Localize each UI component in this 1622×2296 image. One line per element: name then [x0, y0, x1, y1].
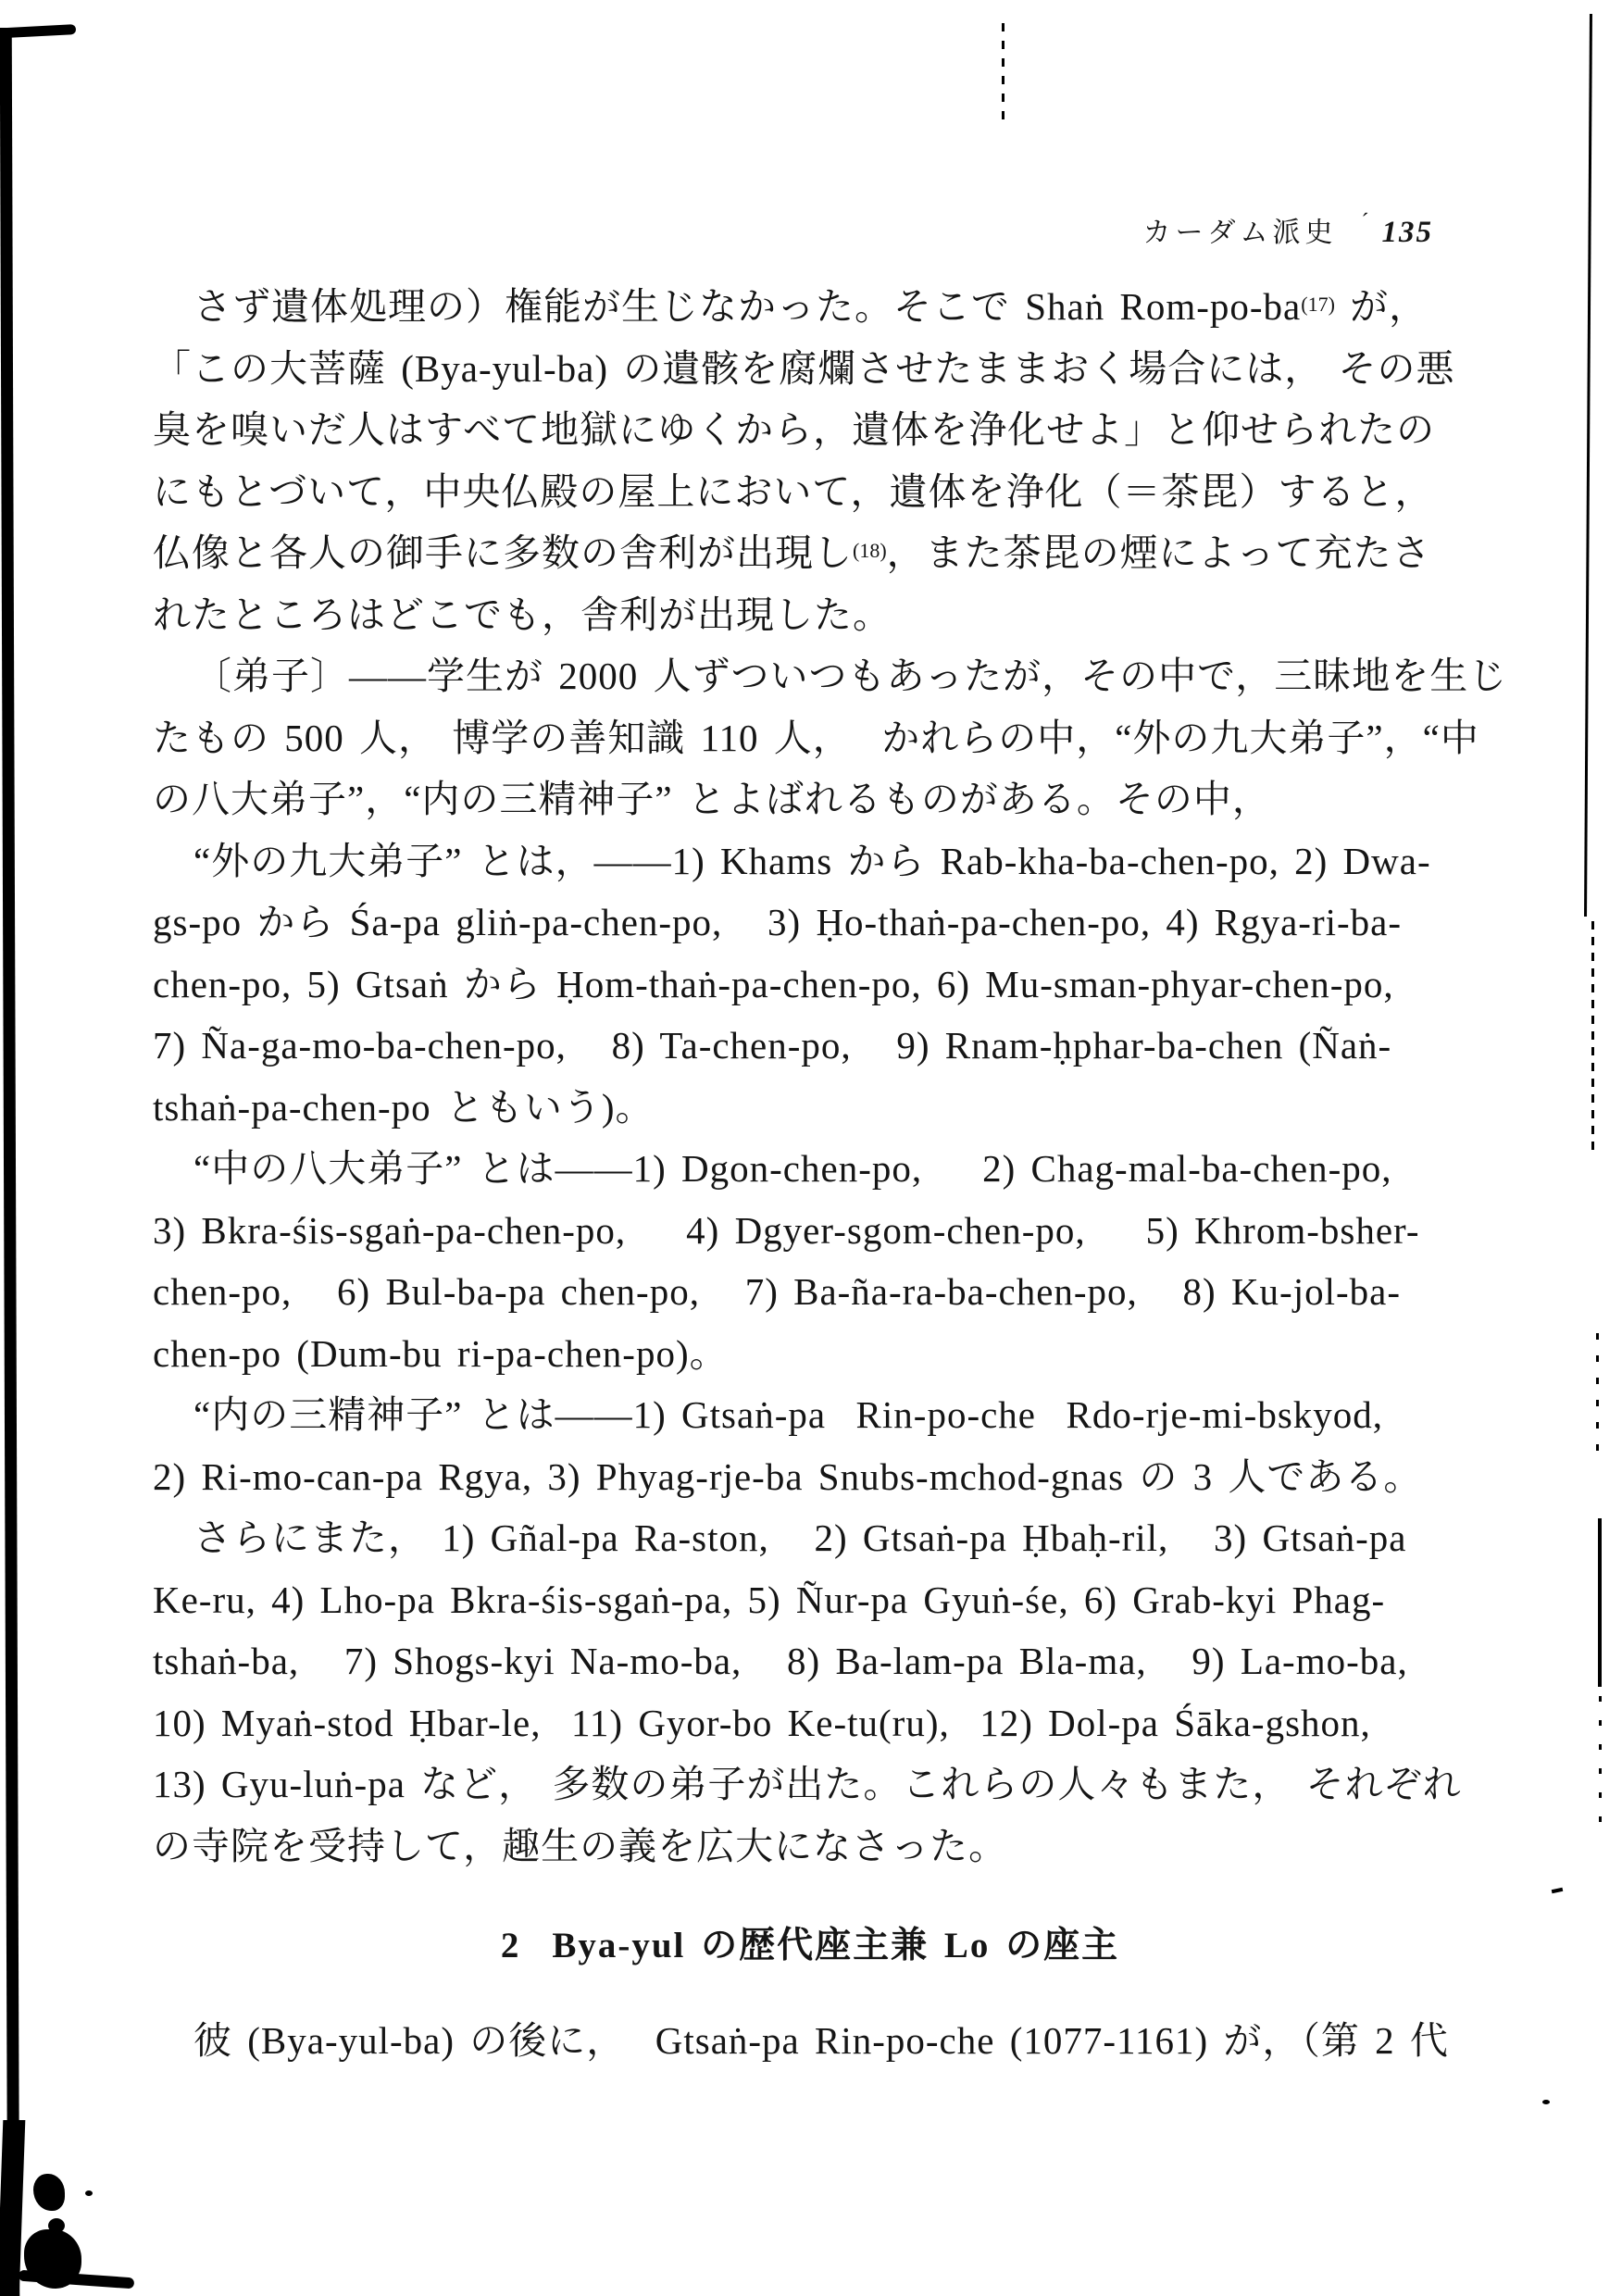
text-line: gs-po から Śa-pa gliṅ-pa-chen-po, 3) Ḥo-thaṅ-pa-chen-po, 4) Rgya-ri-ba-	[153, 901, 1403, 943]
scan-noise-blob	[33, 2174, 65, 2211]
line-segment: 仏像と各人の御手に多数の舎利が出現し	[153, 531, 853, 574]
line-segment: が，	[1334, 285, 1429, 328]
text-line: Ke-ru, 4) Lho-pa Bkra-śis-sgaṅ-pa, 5) Ñur-pa Gyuṅ-śe, 6) Grab-kyi Phag-	[153, 1578, 1386, 1621]
line-segment: ，また茶毘の煙によって充たさ	[886, 531, 1431, 574]
binding-hook-artifact	[7, 24, 76, 38]
scan-noise-speck	[1542, 2100, 1550, 2104]
text-line: 7) Ña-ga-mo-ba-chen-po, 8) Ta-chen-po, 9) Rnam-ḥphar-ba-chen (Ñaṅ-	[153, 1024, 1392, 1067]
text-line: 10) Myaṅ-stod Ḥbar-le, 11) Gyor-bo Ke-tu(ru), 12) Dol-pa Śāka-gshon,	[153, 1701, 1371, 1744]
text-line: chen-po, 6) Bul-ba-pa chen-po, 7) Ba-ña-ra-ba-chen-po, 8) Ku-jol-ba-	[153, 1270, 1401, 1313]
text-line	[153, 276, 1467, 338]
text-line: 〔弟子〕——学生が 2000 人ずついつもあったが，その中で，三昧地を生じ	[193, 655, 1508, 697]
text-line: の寺院を受持して，趣生の義を広大になさった。	[153, 1824, 1008, 1867]
text-line: chen-po, 5) Gtsaṅ から Ḥom-thaṅ-pa-chen-po, 6) Mu-sman-phyar-chen-po,	[153, 962, 1394, 1005]
page-edge-dash-artifact	[1002, 23, 1004, 125]
text-line	[153, 522, 1467, 584]
page-edge-dash-artifact	[1596, 1333, 1599, 1458]
text-line: tshaṅ-pa-chen-po ともいう)。	[153, 1085, 655, 1129]
text-line: tshaṅ-ba, 7) Shogs-kyi Na-mo-ba, 8) Ba-lam-pa Bla-ma, 9) La-mo-ba,	[153, 1640, 1408, 1682]
text-line: の八大弟子”，“内の三精神子” とよばれるものがある。その中，	[153, 778, 1271, 820]
text-line: “中の八大弟子” とは——1) Dgon-chen-po, 2) Chag-mal-ba-chen-po,	[193, 1147, 1392, 1190]
scan-noise-speck	[85, 2190, 93, 2196]
running-title: カーダム派史	[1142, 218, 1338, 248]
text-line: 彼 (Bya-yul-ba) の後に， Gtsaṅ-pa Rin-po-che (1077-1161) が，（第 2 代	[193, 2019, 1449, 2062]
text-line: 3) Bkra-śis-sgaṅ-pa-chen-po, 4) Dgyer-sgom-chen-po, 5) Khrom-bsher-	[153, 1208, 1420, 1252]
text-line: “内の三精神子” とは——1) Gtsaṅ-pa Rin-po-che Rdo-rje-mi-bskyod,	[193, 1393, 1384, 1436]
page-edge-line-artifact	[1598, 1518, 1602, 1687]
footnote-ref-17: (17)	[1301, 293, 1335, 316]
page-number: 135	[1381, 216, 1433, 249]
text-line: たもの 500 人， 博学の善知識 110 人， かれらの中，“外の九大弟子”，“中	[153, 716, 1479, 759]
section-title: Bya-yul の歴代座主兼 Lo の座主	[552, 1926, 1120, 1965]
section-heading	[153, 1915, 1467, 1977]
text-line: “外の九大弟子” とは，——1) Khams から Rab-kha-ba-chen-po, 2) Dwa-	[193, 839, 1431, 882]
page-edge-dash-artifact	[1591, 921, 1594, 1157]
binding-bar-artifact	[0, 28, 19, 2296]
text-line: さらにまた， 1) Gñal-pa Ra-ston, 2) Gtsaṅ-pa Ḥbaḥ-ril, 3) Gtsaṅ-pa	[193, 1516, 1407, 1559]
text-line: れたところはどこでも，舎利が出現した。	[153, 593, 892, 636]
stray-tick-mark: ´	[1361, 210, 1369, 234]
text-line: 13) Gyu-luṅ-pa など， 多数の弟子が出た。これらの人々もまた， それぞれ	[153, 1763, 1462, 1805]
text-line: 「この大菩薩 (Bya-yul-ba) の遺骸を腐爛させたままおく場合には， その悪	[153, 346, 1455, 390]
text-line: 臭を嗅いだ人はすべて地獄にゆくから，遺体を浄化せよ」と仰せられたの	[153, 408, 1436, 451]
footnote-ref-18: (18)	[853, 539, 887, 562]
page-header	[0, 209, 1433, 250]
page-edge-line-artifact	[1584, 14, 1592, 917]
body-text	[153, 276, 1508, 2072]
line-segment: さず遺体処理の）権能が生じなかった。そこで Shaṅ Rom-po-ba	[193, 285, 1302, 328]
text-line: chen-po (Dum-bu ri-pa-chen-po)。	[153, 1331, 729, 1375]
scan-noise-speck	[1552, 1888, 1564, 1893]
text-line: 2) Ri-mo-can-pa Rgya, 3) Phyag-rje-ba Snubs-mchod-gnas の 3 人である。	[153, 1454, 1423, 1498]
page-edge-dash-artifact	[1599, 1696, 1602, 1835]
section-number: 2	[500, 1926, 521, 1965]
text-line: にもとづいて，中央仏殿の屋上において，遺体を浄化（＝茶毘）すると，	[153, 469, 1434, 513]
